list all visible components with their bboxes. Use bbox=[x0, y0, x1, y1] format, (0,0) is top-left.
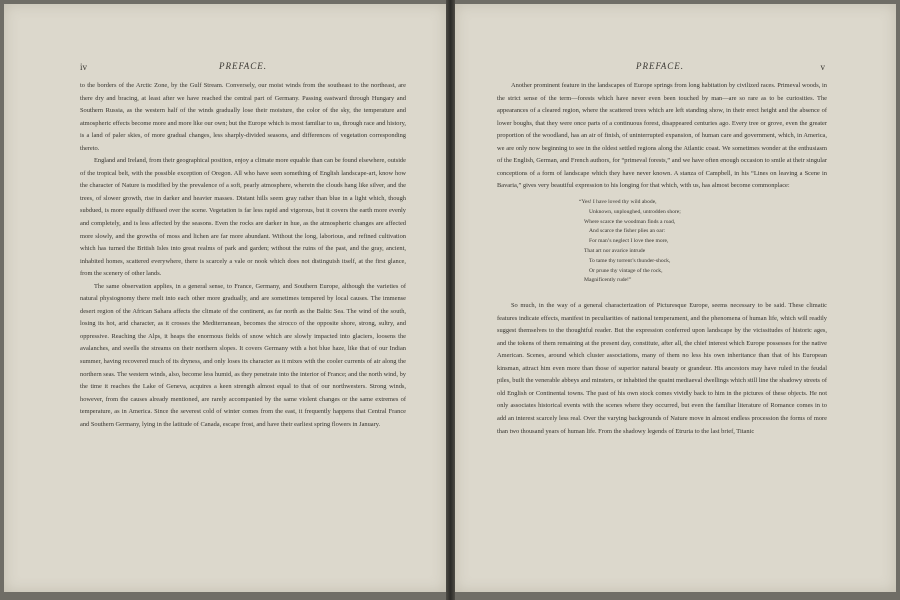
poem-stanza bbox=[579, 198, 827, 286]
page-number: iv bbox=[80, 62, 88, 72]
poem-line: “Yes! I have loved thy wild abode, bbox=[579, 198, 657, 205]
running-head: PREFACE. bbox=[635, 61, 685, 71]
poem-line: Where scarce the woodman finds a road, bbox=[584, 218, 676, 225]
paragraph: England and Ireland, from their geographical position, enjoy a climate more equable than can be found elsewhere, outside of the tropical belt, with the possible exception of Oregon. All who have seen something of English landscape-art, know how the character of Nature is modified by the prevalence of a soft, pearly atmosphere, wherein the clouds hang like silver, and the trees, of slower growth, rise in darker and heavier masses. Distant hills seem gray rather than blue in a light which, though subdued, is more equally diffused over the scene. Vegetation is far less rapid and vigorous, but it covers the earth more evenly and completely, and is less affected by the seasons. Even the rocks are darker in hue, as the atmospheric changes are affected more slowly, and the growths of moss and lichen are far more abundant. Without the long, laborious, and refined cultivation which has turned the British Isles into great realms of park and garden; without the ruins of the past, and the gray, ancient, inhabited homes, scattered everywhere, there is scarcely a vale or nook which does not distinguish itself, at the first glance, from the scenery of other lands. bbox=[80, 157, 406, 278]
paragraph: to the borders of the Arctic Zone, by the Gulf Stream. Conversely, our moist winds from the southeast to the northeast, are there dry and bracing, at least after we have reached the central part of Germany. Passing eastward through Hungary and Southern Russia, as the western half of the winds gradually lose their moisture, the color of the sky, the temperature and atmospheric effects become more and more like our own; but the Europe which is most familiar to us, through race and history, is a land of paler skies, of more gradual changes, less sharply-divided seasons, and differences of vegetation corresponding thereto. bbox=[80, 82, 406, 152]
page-number: v bbox=[820, 62, 825, 72]
left-page-body bbox=[80, 80, 406, 431]
poem-line: To tame thy torrent’s thunder-shock, bbox=[589, 257, 671, 264]
poem-line: That art nor avarice intrude bbox=[584, 247, 646, 254]
poem-line: Unknown, unploughed, untrodden shore; bbox=[589, 208, 681, 215]
poem-line: For man’s neglect I love thee more, bbox=[589, 238, 669, 245]
poem-line: Or prune thy vintage of the rock, bbox=[589, 267, 663, 274]
book-gutter bbox=[446, 0, 455, 600]
right-page-body bbox=[497, 80, 827, 438]
poem-line: Magnificently rude!” bbox=[584, 277, 632, 284]
poem-line: And scarce the fisher plies an oar: bbox=[589, 228, 666, 235]
paragraph: The same observation applies, in a general sense, to France, Germany, and Southern Europe, although the varieties of natural physiognomy there melt into each other more gradually, and are sometimes tempered by local causes. The immense desert region of the African Sahara affects the climate of the continent, as far north as the Baltic Sea. The wind of the south, losing its hot, arid character, as it crosses the Mediterranean, becomes the sirocco of the opposite shore, strong, sultry, and oppressive. Reaching the Alps, it heaps the enormous fields of snow which are slowly impacted into glaciers, loosens the avalanches, and swells the streams on their northern slopes. It covers Germany with a hot blue haze, like that of our Indian summer, having recovered much of its dryness, and only loses its character as it mixes with the cooler currents of air along the northern seas. The western winds, also, become less humid, as they penetrate into the interior of France; and the north wind, by the time it reaches the Lake of Geneva, acquires a keen strength almost equal to that of our northwesters. Strong winds, however, from the causes already mentioned, are rarely accompanied by the same violent changes or the same extremes of temperature, as in America. Since the severest cold of winter comes from the east, it frequently happens that Central France and Southern Germany, lying in the latitude of Canada, escape frost, and have their earliest spring flowers in January. bbox=[80, 282, 406, 428]
paragraph: So much, in the way of a general characterization of Picturesque Europe, seems necessary to be said. These climatic features indicate effects, manifest in peculiarities of national temperament, and the phenomena of human life, which will readily suggest themselves to the thoughtful reader. But the expression conferred upon landscape by the vicissitudes of historic ages, and the tokens of them remaining at the present day, constitute, after all, the chief interest which Europe possesses for the native American. Scenes, around which cluster associations, many of them no less his own inheritance than that of his European kinsman, attract him even more than those of superior natural beauty or grandeur. His ancestors may have ruled in the feudal piles, built the venerable abbeys and minsters, or inhabited the quaint mediaeval dwellings which still line the shadowy streets of old English or Continental towns. The past of his own stock comes vividly back to him in the pictures of these objects. He not only associates historical events with the scenes where they occurred, but even the familiar literature of Romance comes in to add an interest scarcely less real. Over the varying backgrounds of Nature move in almost endless procession the forms of more than two thousand years of human life. From the shadowy legends of Etruria to the last brief, Titanic bbox=[497, 302, 827, 435]
running-head: PREFACE. bbox=[218, 61, 268, 71]
right-page bbox=[455, 4, 896, 592]
left-page bbox=[4, 4, 446, 592]
paragraph: Another prominent feature in the landscapes of Europe springs from long habitation by civilized races. Primeval woods, in the strict sense of the term—forests which have never even been touched by man—are so rare as to be curiosities. The appearances of a cleared region, where the scattered trees which are left standing show, in their erect height and the absence of lower boughs, that they were once parts of a continuous forest, disappeared centuries ago. Every tree or grove, even the greater proportion of the woodland, has an air of finish, of uninterrupted expansion, of human care and government, which, in America, we are only now beginning to see in the oldest settled regions along the Atlantic coast. We sometimes wonder at the enthusiasm of the English, German, and French authors, for “primeval forests,” and we have often enough occasion to smile at their singular conceptions of a form of landscape which they have never known. A stanza of Campbell, in his “Lines on leaving a Scene in Bavaria,” gives very beautiful expression to his longing for that which, with us, has almost become commonplace: bbox=[497, 82, 827, 190]
